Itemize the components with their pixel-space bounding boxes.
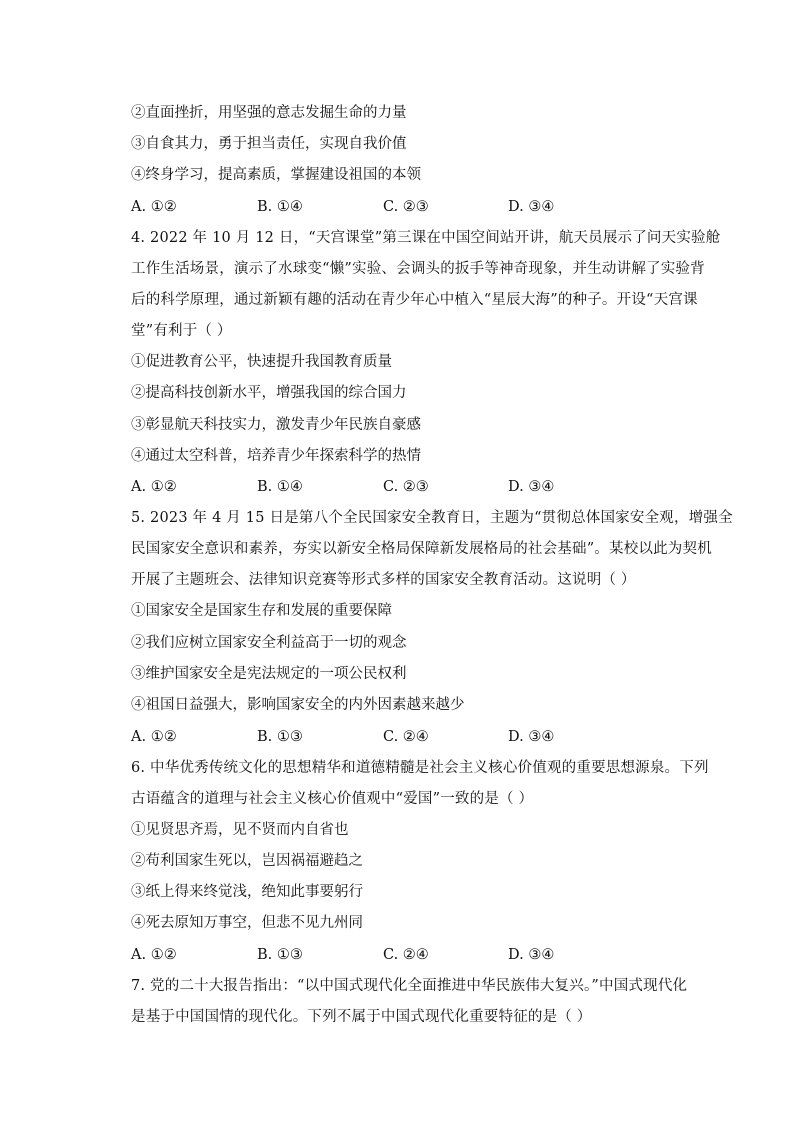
q4-option-1: ①促进教育公平，快速提升我国教育质量 xyxy=(131,354,392,370)
q4-option-3: ③彰显航天科技实力，激发青少年民族自豪感 xyxy=(131,417,421,433)
q3-answer-a: A. ①② xyxy=(131,199,177,215)
q5-option-1: ①国家安全是国家生存和发展的重要保障 xyxy=(131,603,392,619)
q4-stem-line-3: 后的科学原理，通过新颖有趣的活动在青少年心中植入“星辰大海”的种子。开设“天宫课 xyxy=(131,292,698,308)
q4-answer-b: B. ①④ xyxy=(257,479,303,495)
q5-option-4: ④祖国日益强大，影响国家安全的内外因素越来越少 xyxy=(131,697,465,713)
q3-option-3: ③自食其力，勇于担当责任，实现自我价值 xyxy=(131,136,407,152)
q5-stem-line-3: 开展了主题班会、法律知识竞赛等形式多样的国家安全教育活动。这说明（ ） xyxy=(131,572,636,588)
q6-option-4: ④死去原知万事空，但悲不见九州同 xyxy=(131,915,363,931)
q5-answer-b: B. ①③ xyxy=(257,729,303,745)
q3-answer-c: C. ②③ xyxy=(383,199,429,215)
q6-answer-c: C. ②④ xyxy=(383,947,429,963)
q7-stem-line-1: 7. 党的二十大报告指出：“以中国式现代化全面推进中华民族伟大复兴。”中国式现代化 xyxy=(131,978,688,994)
q6-answer-d: D. ③④ xyxy=(508,947,555,963)
q5-answer-c: C. ②④ xyxy=(383,729,429,745)
q3-option-2: ②直面挫折，用坚强的意志发掘生命的力量 xyxy=(131,105,407,121)
q4-option-4: ④通过太空科普，培养青少年探索科学的热情 xyxy=(131,448,421,464)
q7-stem-line-2: 是基于中国国情的现代化。下列不属于中国式现代化重要特征的是（ ） xyxy=(131,1009,592,1025)
q3-answer-b: B. ①④ xyxy=(257,199,303,215)
q6-stem-line-2: 古语蕴含的道理与社会主义核心价值观中“爱国”一致的是（ ） xyxy=(131,791,534,807)
q5-stem-line-2: 民国家安全意识和素养，夯实以新安全格局保障新发展格局的社会基础”。某校以此为契机 xyxy=(131,541,712,557)
q6-option-2: ②苟利国家生死以，岂因祸福避趋之 xyxy=(131,853,363,869)
q4-stem-line-4: 堂”有利于（ ） xyxy=(131,323,232,339)
q4-stem-line-2: 工作生活场景，演示了水球变“懒”实验、会调头的扳手等神奇现象，并生动讲解了实验背 xyxy=(131,261,705,277)
q5-answer-d: D. ③④ xyxy=(508,729,555,745)
q4-answer-c: C. ②③ xyxy=(383,479,429,495)
q6-answer-b: B. ①③ xyxy=(257,947,303,963)
q4-option-2: ②提高科技创新水平，增强我国的综合国力 xyxy=(131,385,407,401)
q5-option-3: ③维护国家安全是宪法规定的一项公民权利 xyxy=(131,666,407,682)
q6-option-1: ①见贤思齐焉，见不贤而内自省也 xyxy=(131,822,349,838)
q4-answer-a: A. ①② xyxy=(131,479,177,495)
q4-answer-d: D. ③④ xyxy=(508,479,555,495)
q3-answer-d: D. ③④ xyxy=(508,199,555,215)
q4-stem-line-1: 4. 2022 年 10 月 12 日，“天宫课堂”第三课在中国空间站开讲，航天员展示了问天实验舱 xyxy=(131,230,721,246)
q6-stem-line-1: 6. 中华优秀传统文化的思想精华和道德精髓是社会主义核心价值观的重要思想源泉。下列 xyxy=(131,760,709,776)
q5-stem-line-1: 5. 2023 年 4 月 15 日是第八个全民国家安全教育日，主题为“贯彻总体国家安全观，增强全 xyxy=(131,510,733,526)
q5-option-2: ②我们应树立国家安全利益高于一切的观念 xyxy=(131,635,407,651)
q6-option-3: ③纸上得来终觉浅，绝知此事要躬行 xyxy=(131,884,363,900)
q5-answer-a: A. ①② xyxy=(131,729,177,745)
q6-answer-a: A. ①② xyxy=(131,947,177,963)
q3-option-4: ④终身学习，提高素质，掌握建设祖国的本领 xyxy=(131,167,421,183)
